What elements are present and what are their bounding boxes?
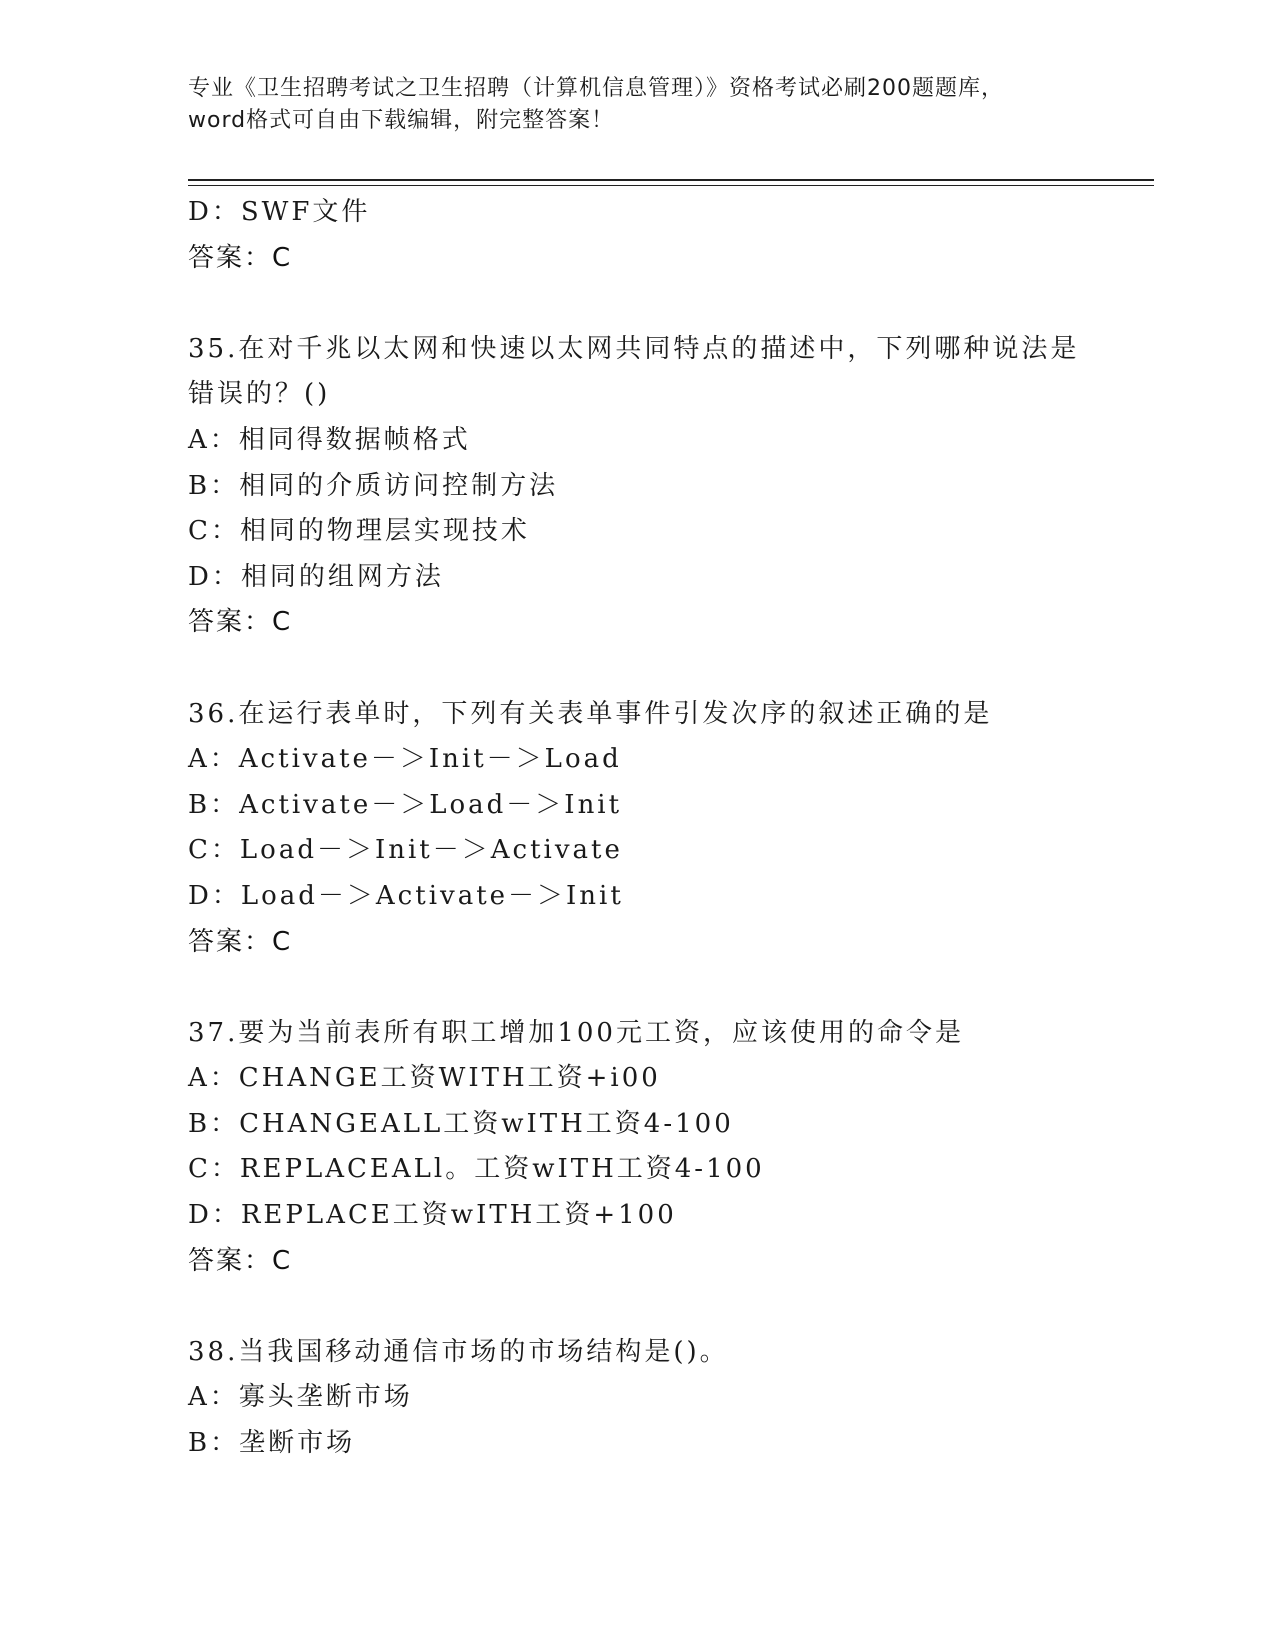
answer-line: 答案：C bbox=[188, 607, 293, 638]
spacer bbox=[188, 1284, 1138, 1330]
question-38 bbox=[188, 1330, 1138, 1467]
option-b: B：CHANGEALL工资wITH工资4-100 bbox=[188, 1108, 734, 1139]
option-c: C：REPLACEALl。工资wITH工资4-100 bbox=[188, 1154, 765, 1185]
document-header bbox=[188, 73, 1088, 137]
spacer bbox=[188, 965, 1138, 1011]
header-divider-thick bbox=[188, 179, 1154, 181]
question-stem-line: 38.当我国移动通信市场的市场结构是()。 bbox=[188, 1336, 729, 1367]
option-b: B：相同的介质访问控制方法 bbox=[188, 470, 559, 501]
answer-line: 答案：C bbox=[188, 242, 293, 273]
question-35 bbox=[188, 327, 1138, 646]
option-c: C：Load－＞Init－＞Activate bbox=[188, 835, 623, 866]
header-line-1: 专业《卫生招聘考试之卫生招聘（计算机信息管理）》资格考试必刷200题题库， bbox=[188, 76, 1004, 101]
option-d: D：相同的组网方法 bbox=[188, 561, 444, 592]
answer-line: 答案：C bbox=[188, 926, 293, 957]
option-a: A：相同得数据帧格式 bbox=[188, 424, 471, 455]
option-b: B：垄断市场 bbox=[188, 1428, 356, 1459]
question-stem-line: 错误的？() bbox=[188, 379, 331, 410]
question-stem-line: 35.在对千兆以太网和快速以太网共同特点的描述中，下列哪种说法是 bbox=[188, 333, 1080, 364]
answer-line: 答案：C bbox=[188, 1245, 293, 1276]
option-a: A：CHANGE工资WITH工资+i00 bbox=[188, 1063, 661, 1094]
option-b: B：Activate－＞Load－＞Init bbox=[188, 789, 623, 820]
option-a: A：寡头垄断市场 bbox=[188, 1382, 413, 1413]
question-stem-line: 36.在运行表单时，下列有关表单事件引发次序的叙述正确的是 bbox=[188, 698, 993, 729]
option-d: D：SWF文件 bbox=[188, 197, 371, 227]
spacer bbox=[188, 646, 1138, 692]
option-c: C：相同的物理层实现技术 bbox=[188, 516, 530, 547]
spacer bbox=[188, 281, 1138, 327]
option-d: D：REPLACE工资wITH工资+100 bbox=[188, 1200, 677, 1231]
header-line-2: word格式可自由下载编辑，附完整答案！ bbox=[188, 108, 615, 133]
header-divider-thin bbox=[188, 185, 1154, 186]
option-d: D：Load－＞Activate－＞Init bbox=[188, 880, 624, 911]
option-a: A：Activate－＞Init－＞Load bbox=[188, 744, 622, 775]
question-list bbox=[188, 190, 1138, 1467]
question-stem-line: 37.要为当前表所有职工增加100元工资，应该使用的命令是 bbox=[188, 1017, 964, 1048]
question-37 bbox=[188, 1011, 1138, 1285]
question-36 bbox=[188, 692, 1138, 966]
